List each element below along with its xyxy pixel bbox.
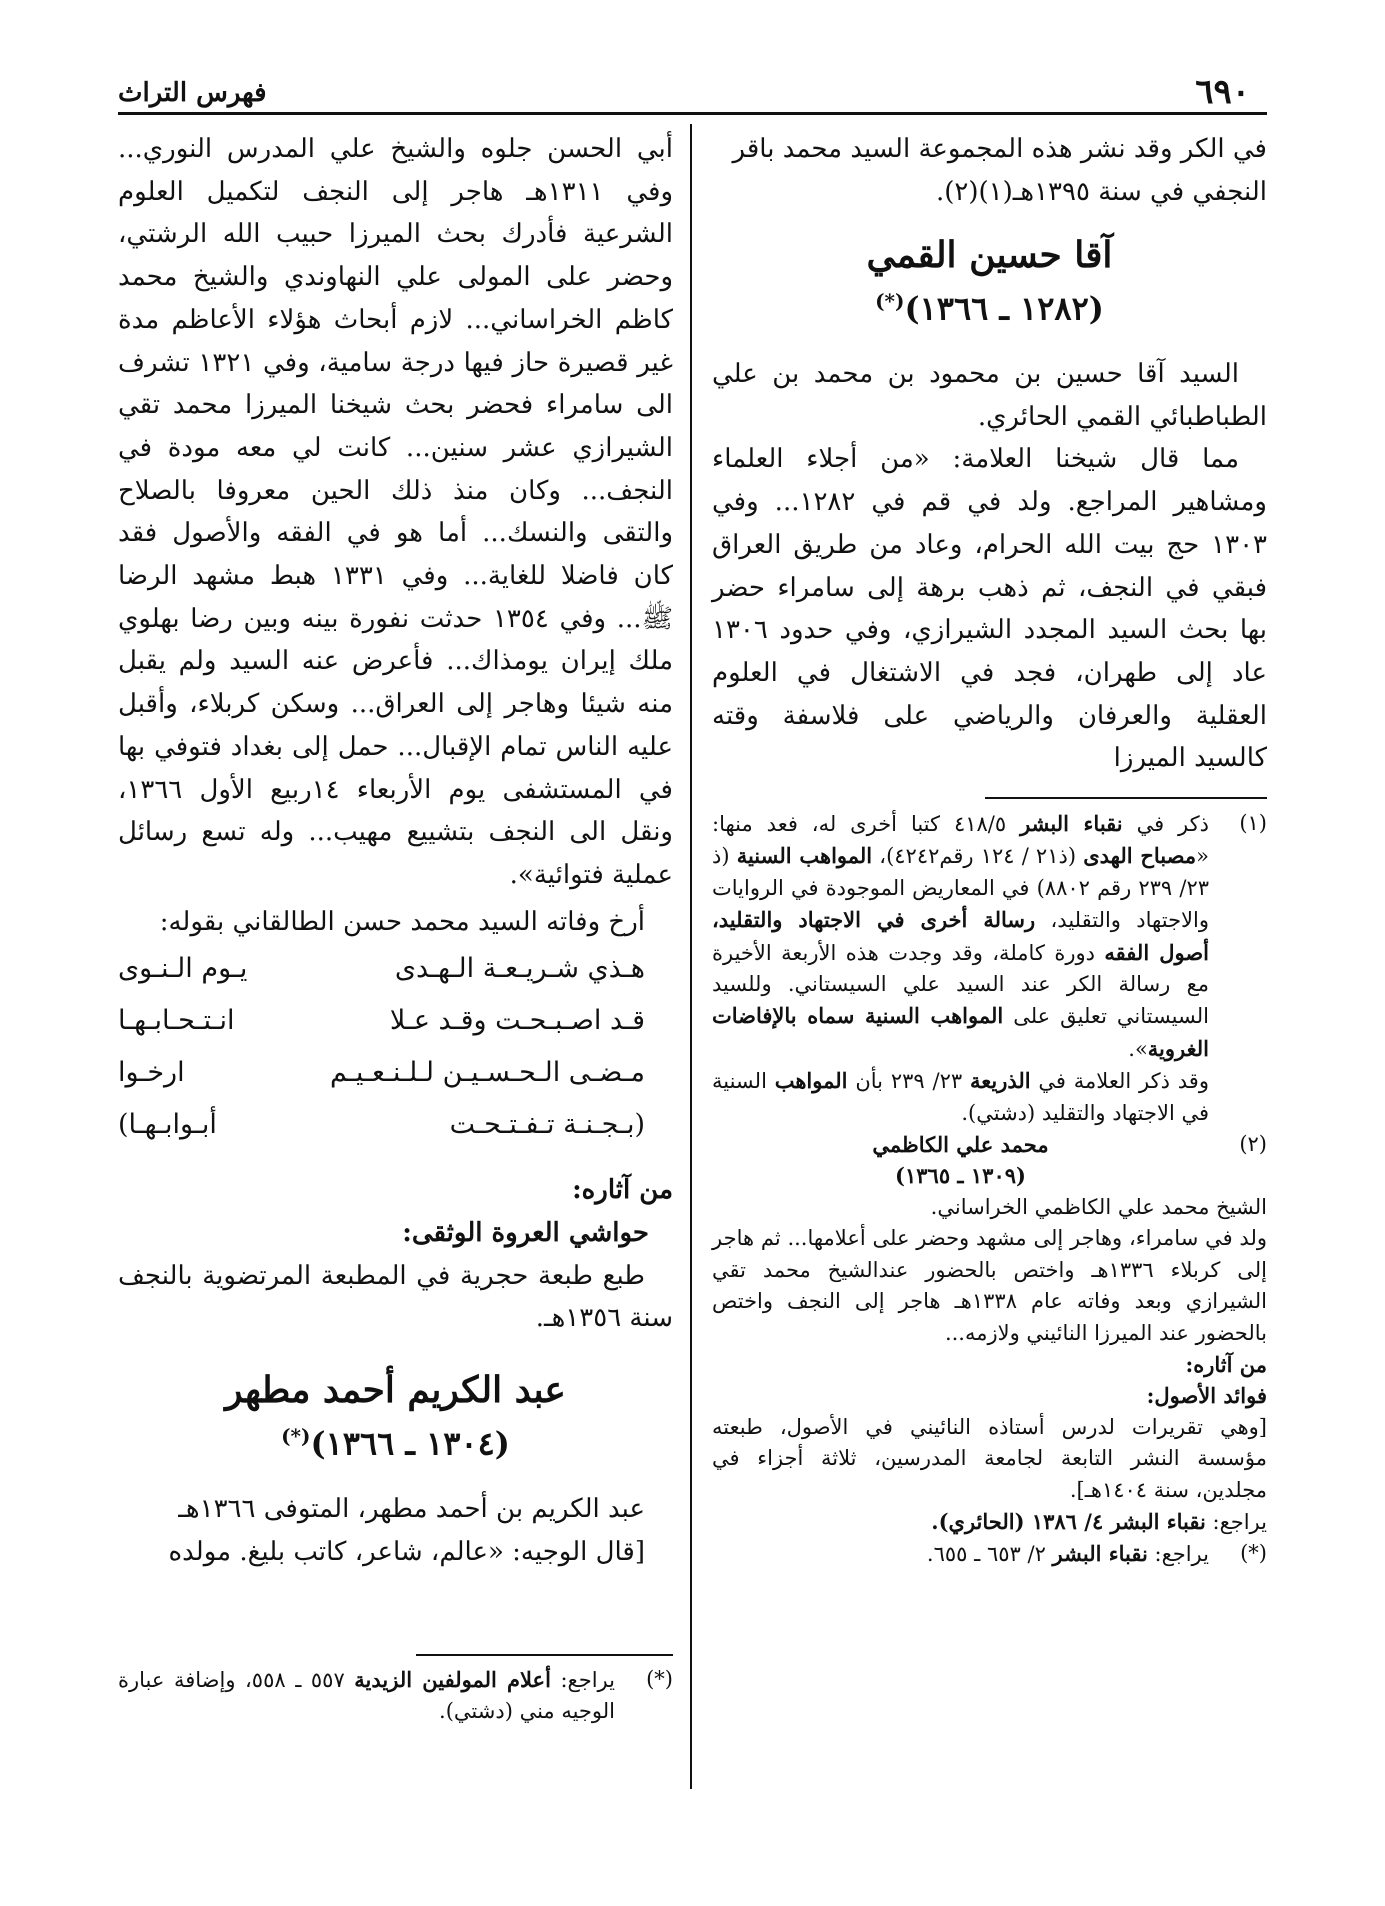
bio2-star: (*): [281, 1424, 311, 1449]
left-column: [118, 128, 673, 1573]
verse-3-hemistich-2: ارخـوا: [118, 1057, 185, 1089]
bio2-title: عبد الكريم أحمد مطهر: [225, 1369, 566, 1412]
bio1-dates: [712, 279, 1267, 331]
footnote-star-right: [712, 1538, 1267, 1570]
verse-line: [118, 1099, 673, 1151]
footnote-2-mark: (٢): [1239, 1132, 1267, 1157]
verse-1-hemistich-1: هـذي شـريـعـة الـهـدى: [394, 953, 645, 985]
verse-2-hemistich-1: قـد اصـبـحـت وقـد عـلا: [389, 1005, 645, 1037]
fn2-reference: [712, 1506, 1267, 1538]
fn2-reference-source: نقباء البشر ٤/ ١٣٨٦ (الحائري).: [931, 1508, 1206, 1534]
footnote-star-left: [118, 1664, 673, 1728]
footnotes-left: [118, 1664, 673, 1728]
footnote-2-body: [712, 1129, 1209, 1192]
bio1-star: (*): [875, 289, 905, 314]
fn2-work-desc: [وهي تقريرات لدرس أستاذه النائيني في الأصول، طبعته مؤسسة النشر التابعة لجامعة المدرسين، ثلاثة أجزاء في مجلدين، سنة ١٤٠٤هـ].: [712, 1414, 1267, 1502]
fn1-line2-c: السنية في الاجتهاد والتقليد (دشتي).: [712, 1069, 1209, 1125]
fn2-line-2: ولد في سامراء، وهاجر إلى مشهد وحضر على أعلامها... ثم هاجر إلى كربلاء ١٣٣٦هـ واختص بالحضور عندالشيخ محمد تقي الشيرازي وبعد وفاته عام ١٣٣٨هـ هاجر إلى النجف واختص بالحضور عند الميرزا النائيني ولازمه...: [712, 1226, 1267, 1345]
page-number: ٦٩٠: [1195, 72, 1250, 112]
footnote-1-mark: (١): [1239, 811, 1267, 835]
running-title: فهرس التراث: [118, 78, 267, 108]
bio1-paragraph-1: السيد آقا حسين بن محمود بن محمد بن علي الطباطبائي القمي الحائري.: [712, 359, 1267, 432]
verse-line: [118, 943, 673, 995]
fn1-text-b: ٤١٨/٥ كتبا أخرى له، فعد منها: «: [712, 812, 1209, 869]
footnote-1-body: [712, 808, 1209, 1129]
fn1-source-3: المواهب السنية: [736, 843, 873, 869]
fn2-works-heading: من آثاره:: [1185, 1351, 1267, 1377]
bio2-paragraph-2: [قال الوجيه: «عالم، شاعر، كاتب بليغ. مولده: [168, 1536, 645, 1567]
column-divider: [690, 124, 692, 1789]
bio2-dates-text: (١٣٠٤ ـ ١٣٦٦): [310, 1424, 510, 1463]
footnote-2: [712, 1129, 1267, 1192]
verse-2-hemistich-2: انـتـحـابـهـا: [118, 1005, 235, 1037]
left-paragraph-2: أرخ وفاته السيد محمد حسن الطالقاني بقوله:: [159, 906, 645, 937]
fn-star-left-source: أعلام المولفين الزيدية: [354, 1667, 551, 1692]
verse-1-hemistich-2: يـوم الـنـوى: [118, 953, 248, 985]
fn1-line2-source: الذريعة: [969, 1068, 1031, 1094]
fn-star-left-a: يراجع:: [550, 1668, 615, 1692]
fn1-line2-a: وقد ذكر العلامة في: [1030, 1069, 1209, 1094]
verse-4-hemistich-2: أبـوابـهـا): [118, 1109, 217, 1141]
intro-line-1: في الكر وقد نشر هذه المجموعة السيد محمد باقر: [732, 134, 1267, 164]
fn1-text-a: ذكر في: [1122, 812, 1209, 836]
fn1-source-1: نقباء البشر: [1020, 811, 1123, 836]
bio2-dates: [118, 1414, 673, 1466]
fn1-source-5: المواهب السنية سماه بالإفاضات الغروية: [712, 1003, 1209, 1061]
fn1-source-4: رسالة أخرى في الاجتهاد والتقليد، أصول الفقه: [712, 907, 1209, 965]
fn2-dates: (١٣٠٩ ـ ١٣٦٥): [895, 1163, 1026, 1189]
work-1-title: حواشي العروة الوثقى:: [402, 1218, 649, 1249]
footnote-star-right-mark: (*): [1240, 1541, 1267, 1566]
footnote-star-left-body: [118, 1664, 615, 1728]
footnote-1: [712, 808, 1267, 1129]
verse-line: [118, 995, 673, 1047]
bio1-title: آقا حسين القمي: [866, 234, 1113, 277]
fn1-source-2: مصباح الهدى: [1083, 843, 1197, 869]
left-paragraph-1: أبي الحسن جلوه والشيخ علي المدرس النوري... وفي ١٣١١هـ هاجر إلى النجف لتكميل العلوم الشرعية فأدرك بحث الميرزا حبيب الله الرشتي، وحضر على المولى علي النهاوندي والشيخ محمد كاظم الخراساني... لازم أبحاث هؤلاء الأعاظم مدة غير قصيرة حاز فيها درجة سامية، وفي ١٣٢١ تشرف الى سامراء فحضر بحث شيخنا الميرزا محمد تقي الشيرازي عشر سنين... كانت لي معه مودة في النجف... وكان منذ ذلك الحين معروفا بالصلاح والتقى والنسك... أما هو في الفقه والأصول فقد كان فاضلا للغاية... وفي ١٣٣١ هبط مشهد الرضا ﷺ... وفي ١٣٥٤ حدثت نفورة بينه وبين رضا بهلوي ملك إيران يومذاك... فأعرض عنه السيد ولم يقبل منه شيئا وهاجر إلى العراق... وسكن كربلاء، وأقبل عليه الناس تمام الإقبال... حمل إلى بغداد فتوفي بها في المستشفى يوم الأربعاء ١٤ربيع الأول ١٣٦٦، ونقل الى النجف بتشييع مهيب... وله تسع رسائل عملية فتوائية».: [118, 134, 674, 890]
fn2-name: محمد علي الكاظمي: [872, 1132, 1049, 1158]
footnote-rule-right: [985, 797, 1267, 799]
footnote-rule-left: [416, 1654, 673, 1656]
verse-line: [118, 1047, 673, 1099]
footnote-star-left-mark: (*): [646, 1667, 673, 1691]
fn1-text-c: (ذ٢١ / ١٢٤ رقم٤٢٤٢)،: [872, 844, 1084, 869]
fn2-reference-label: يراجع:: [1205, 1509, 1267, 1534]
fn1-text-d: (ذ ٢٣/ ٢٣٩ رقم ٨٨٠٢) في المعاريض الموجودة في الروايات والاجتهاد والتقليد،: [712, 844, 1210, 933]
fn1-text-e: دورة كاملة، وقد وجدت هذه الأربعة الأخيرة مع رسالة الكر عند السيد علي السيستاني. وللسيد السيستاني تعليق على: [712, 940, 1209, 1029]
fn1-text-f: ».: [1128, 1036, 1148, 1061]
fn-star-left-c: ٥٥٧ ـ ٥٥٨، وإضافة عبارة الوجيه مني (دشتي).: [118, 1668, 615, 1724]
fn-star-right-source: نقباء البشر: [1052, 1541, 1148, 1567]
footnotes-right: [712, 808, 1267, 1571]
verse-3-hemistich-1: مـضـى الـحـسـيـن لـلـنـعـيـم: [330, 1057, 645, 1089]
intro-line-2: النجفي في سنة ١٣٩٥هـ(١)(٢).: [935, 176, 1267, 207]
right-column: [712, 128, 1267, 780]
verse-4-hemistich-1: (بـجـنـة تـفـتـحـت: [449, 1109, 645, 1141]
fn2-line-1: الشيخ محمد علي الكاظمي الخراساني.: [930, 1194, 1267, 1219]
works-heading: من آثاره:: [572, 1175, 673, 1206]
fn-star-right-a: يراجع:: [1147, 1542, 1209, 1567]
bio2-paragraph-1: عبد الكريم بن أحمد مطهر، المتوفى ١٣٦٦هـ: [178, 1493, 645, 1524]
header-rule: [118, 112, 1267, 115]
bio1-paragraph-2: مما قال شيخنا العلامة: «من أجلاء العلماء ومشاهير المراجع. ولد في قم في ١٢٨٢... وفي ١٣٠٣ حج بيت الله الحرام، وعاد من طريق العراق فبقي في النجف، ثم ذهب برهة إلى سامراء حضر بها بحث السيد المجدد الشيرازي، وفي حدود ١٣٠٦ عاد إلى طهران، فجد في الاشتغال في العلوم العقلية والعرفان والرياضي على فلاسفة وقته كالسيد الميرزا: [712, 444, 1267, 774]
fn1-line2-source-2: المواهب: [774, 1068, 848, 1094]
bio1-dates-text: (١٢٨٢ ـ ١٣٦٦): [904, 290, 1104, 329]
footnote-star-right-body: [712, 1538, 1209, 1570]
work-1-description: طبع طبعة حجرية في المطبعة المرتضوية بالنجف سنة ١٣٥٦هـ.: [118, 1260, 673, 1334]
fn-star-right-c: ٢/ ٦٥٣ ـ ٦٥٥.: [926, 1542, 1053, 1567]
fn2-work-title: فوائد الأصول:: [1146, 1383, 1267, 1409]
fn1-line2-b: ٢٣/ ٢٣٩ بأن: [847, 1069, 970, 1094]
